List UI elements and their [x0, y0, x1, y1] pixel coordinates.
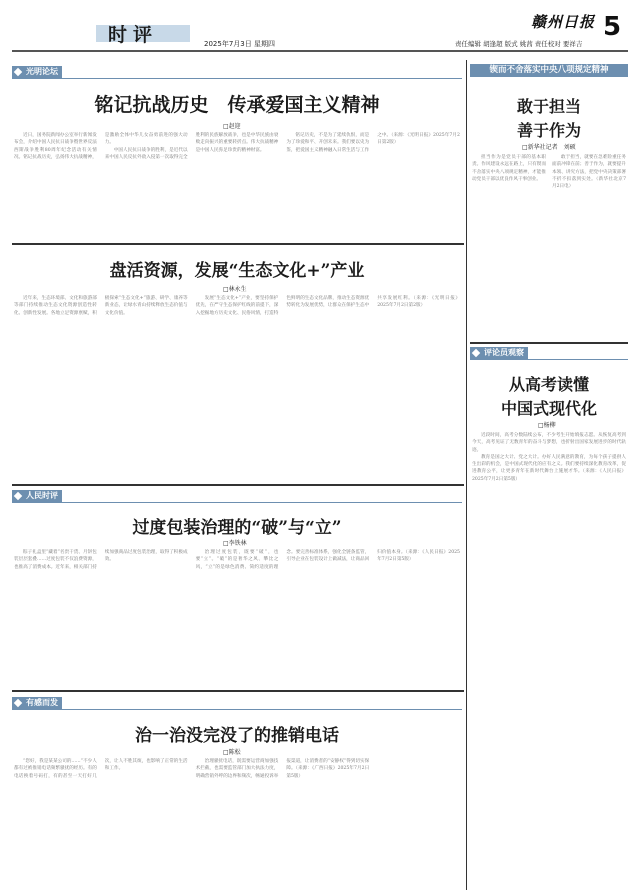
section-rule [12, 690, 464, 692]
article-body: 近年来，生态环境部、文化和旅游部等部门持续推动生态文化资源创造性转化、创新性发展。各地立足资源禀赋，积极探索“生态文化+”旅游、研学、康养等新业态，让绿水青山持续释放生态价值与文化价值。 发展“生态文化+”产业，要坚持保护优先，在严守生态保护红线的前提下，深入挖掘地方历史文化、民俗风情，打造特色鲜明的生态文化品牌，推动生态资源优势转化为发展优势，让群众在保护生态中共享发展红利。（来源：《光明日报》2025年7月2日第2版） [14, 296, 460, 316]
editor-credits: 责任编辑 胡逢超 版式 姚茜 责任校对 要祥吉 [455, 40, 583, 48]
column-tag: 光明论坛 [12, 66, 62, 78]
column-tag: 有感而发 [12, 697, 62, 709]
article-body: 担当作为是党员干部的基本职责。作风建设永远在路上，只有锲而不舍落实中央八项规定精神，才能推动党员干部以优良作风干事创业。 敢于担当，就要在急难险重任务面前冲锋在前；善于作为，就要提升本领、讲究方法，把党中央决策部署不折不扣落到实处。（新华社北京7月2日电） [472, 155, 626, 190]
article-title-line-2: 中国式现代化 [500, 399, 597, 418]
newspaper-logo: 赣州日报 [531, 13, 596, 31]
page-number: 5 [603, 12, 622, 42]
byline: □杨柳 [538, 422, 556, 429]
byline: □赵迎 [223, 123, 241, 130]
byline: □李铁林 [223, 540, 247, 547]
tag-underline [12, 78, 462, 79]
article-title-line-1: 敢于担当 [516, 97, 581, 116]
article-title: 铭记抗战历史 传承爱国主义精神 [94, 94, 380, 116]
issue-date: 2025年7月3日 星期四 [204, 40, 275, 48]
article-title-line-2: 善于作为 [516, 121, 581, 140]
tag-underline [470, 359, 628, 360]
byline: □陈松 [223, 749, 241, 756]
page-header [0, 0, 640, 56]
section-rule [470, 342, 628, 344]
column-tag: 评论员观察 [470, 347, 528, 359]
article-body: 粽子礼盒里“藏着”名贵干货、月饼包装层层套叠……过度包装不仅浪费资源，也推高了消费成本。近年来，相关部门持续加强商品过度包装治理，取得了积极成效。 治理过度包装，既要“破”，也要“立”。“破”的是奢华之风、攀比之风，“立”的是绿色消费、简约适度的理念。要完善标准体系，强化全链条监管，引导企业在包装设计上做减法，让商品回归价值本身。（来源：《人民日报》2025年7月2日第5版） [14, 550, 460, 570]
article-title: 治一治没完没了的推销电话 [135, 726, 339, 746]
section-rule [12, 484, 464, 486]
section-rule [12, 243, 464, 245]
article-title: 过度包装治理的“破”与“立” [132, 518, 342, 538]
byline: □林永生 [223, 286, 247, 293]
article-body: “您好，我是某某公司的……”不少人都有过被推销电话频繁骚扰的经历。有的电话换着号码打，有的甚至一天打好几次，让人不胜其烦，也影响了正常的生活和工作。 治理骚扰电话，既需要运营商加强技术拦截，也需要监管部门加大执法力度，明确营销外呼的边界和频次，畅通投诉举报渠道，让消费者的“安静权”得到切实保障。（来源：《广西日报》2025年7月2日第5版） [14, 759, 370, 779]
article-body: 近段时间，高考分数陆续公布，不少考生开始填报志愿。从恢复高考到今天，高考见证了无数青年的奋斗与梦想，也折射出国家发展进步的时代轨迹。 教育是国之大计、党之大计。办好人民满意的教育，为每个孩子提供人生出彩的机会，是中国式现代化的应有之义。我们要持续深化教育改革，促进教育公平，让更多青年在新时代舞台上施展才华。（来源：《人民日报》2025年7月2日第5版） [472, 433, 626, 482]
tag-underline [12, 709, 462, 710]
byline: □新华社记者 刘硕 [522, 144, 576, 151]
tag-underline [12, 502, 462, 503]
article-title: 盘活资源，发展“生态文化+”产业 [109, 261, 365, 281]
column-tag: 人民时评 [12, 490, 62, 502]
special-column-band: 锲而不舍落实中央八项规定精神 [470, 64, 628, 77]
article-title-line-1: 从高考读懂 [508, 375, 589, 394]
header-rule [12, 50, 628, 52]
column-divider [466, 60, 467, 890]
section-title: 时评 [108, 24, 159, 46]
article-body: 近日，国务院新闻办公室举行新闻发布会，介绍中国人民抗日战争暨世界反法西斯战争胜利80周年纪念活动有关情况。铭记抗战历史，弘扬伟大抗战精神，是激励全体中华儿女奋勇前进的强大动力。 中国人民抗日战争的胜利，是近代以来中国人民反抗外敌入侵第一次取得完全胜利的民族解放战争，也是中华民族由衰败走向振兴的重要转折点。伟大抗战精神是中国人民弥足珍贵的精神财富。 铭记历史，不是为了延续仇恨，而是为了珍爱和平、开创未来。我们要以史为鉴，把爱国主义精神融入日常生活与工作之中。（来源：《光明日报》2025年7月2日第2版） [14, 133, 460, 160]
